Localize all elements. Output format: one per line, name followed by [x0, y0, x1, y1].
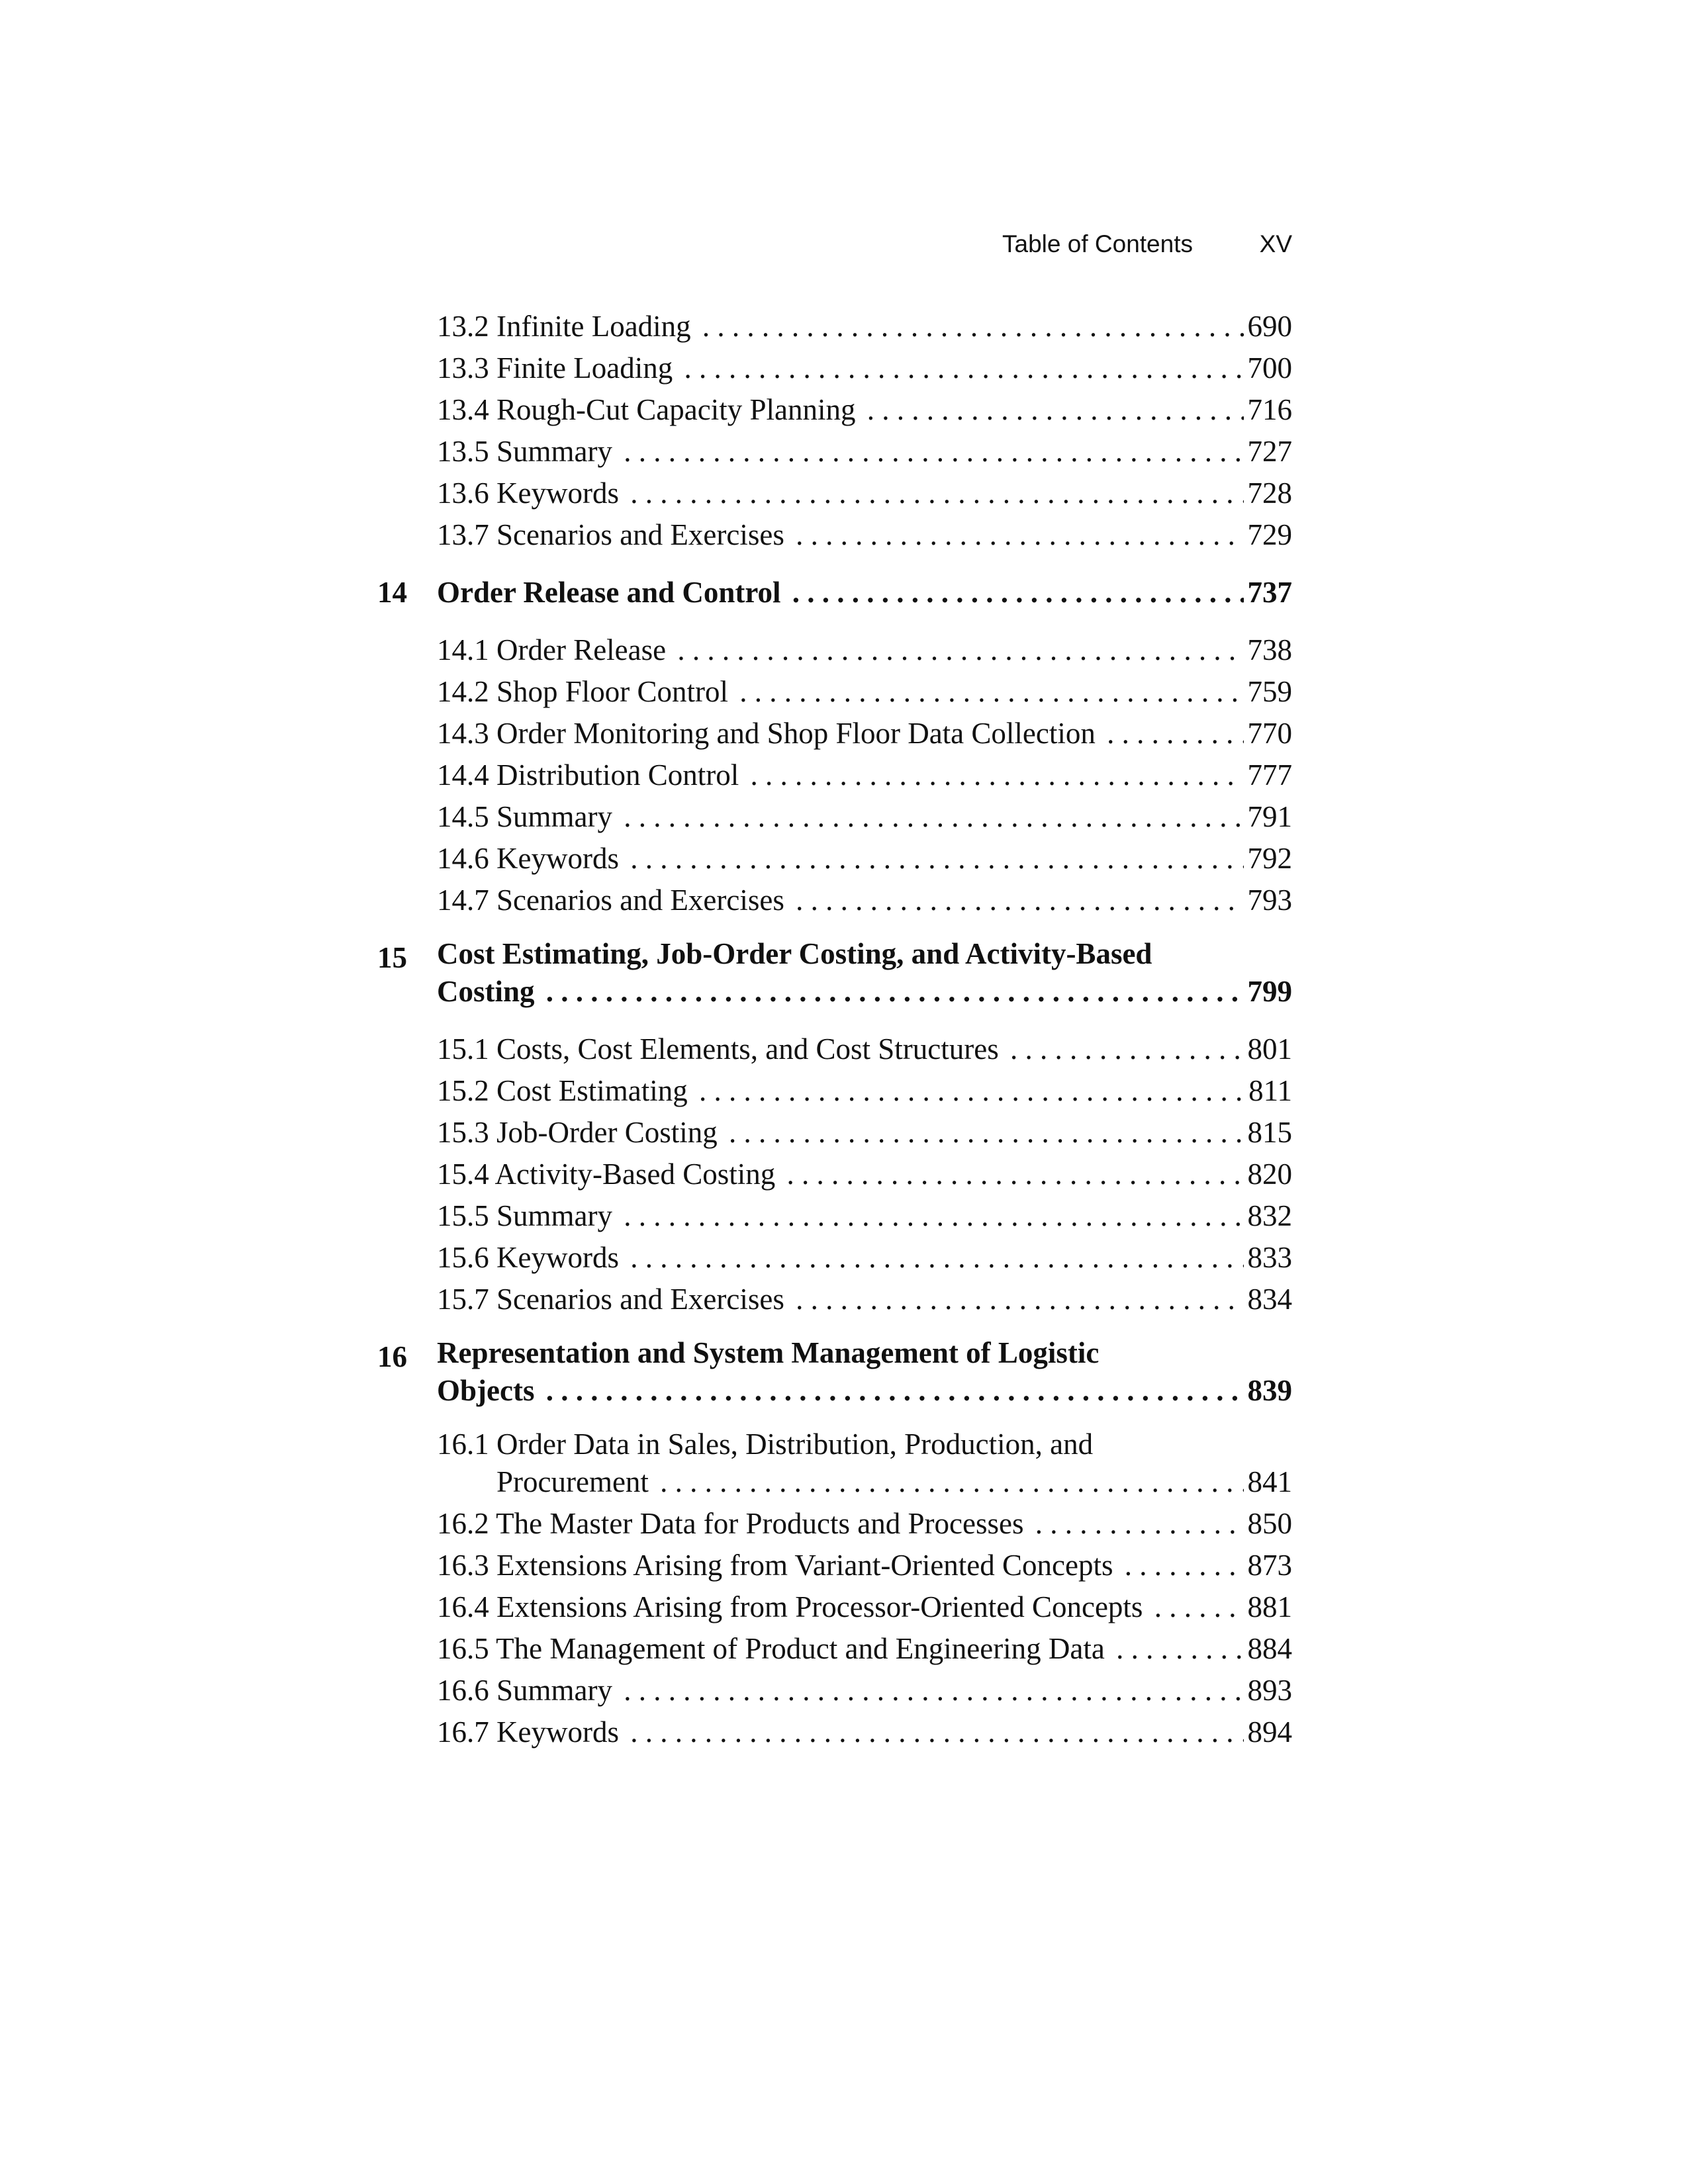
toc-entry-label-line1: 16.1 Order Data in Sales, Distribution, Production, and [437, 1428, 1094, 1461]
toc-entry[interactable] [377, 1154, 1292, 1195]
toc-entry[interactable] [377, 1586, 1292, 1628]
toc-entry-label: 13.2 Infinite Loading [437, 310, 695, 343]
toc-entry-label: 15.6 Keywords [437, 1241, 623, 1274]
toc-entry[interactable] [377, 671, 1292, 713]
toc-entry[interactable] [377, 1545, 1292, 1586]
toc-entry-page: 832 [1244, 1195, 1293, 1237]
toc-entry-page: 801 [1244, 1028, 1293, 1070]
toc-entry[interactable] [377, 347, 1292, 389]
toc-entry[interactable] [377, 796, 1292, 838]
toc-chapter-14[interactable] [377, 572, 1292, 614]
chapter-page: 839 [1244, 1370, 1293, 1412]
toc-entry-label: 16.2 The Master Data for Products and Processes [437, 1507, 1027, 1540]
toc-entry[interactable] [377, 1670, 1292, 1711]
toc-entry-page: 894 [1244, 1711, 1293, 1753]
toc-entry-page: 841 [1244, 1461, 1293, 1503]
toc-entry-page: 850 [1244, 1503, 1293, 1545]
toc-entry-page: 792 [1244, 838, 1293, 880]
toc-entry-label: 15.3 Job-Order Costing [437, 1116, 722, 1149]
toc-entry-label: 13.7 Scenarios and Exercises [437, 518, 788, 551]
toc-entry-page: 729 [1244, 514, 1293, 556]
toc-entry-label: 14.3 Order Monitoring and Shop Floor Data Collection [437, 717, 1100, 750]
chapter-page: 737 [1244, 572, 1293, 614]
chapter-number: 16 [377, 1340, 407, 1373]
toc-entry-label: 13.3 Finite Loading [437, 351, 677, 385]
toc-entry-page: 820 [1244, 1154, 1293, 1195]
chapter-title-line2: Objects [437, 1374, 538, 1407]
toc-entry-label: 15.1 Costs, Cost Elements, and Cost Structures [437, 1032, 1003, 1066]
toc-entry-label: 14.1 Order Release [437, 633, 670, 666]
toc-entry-label: 16.3 Extensions Arising from Variant-Oriented Concepts [437, 1549, 1117, 1582]
toc-entry-label: 16.4 Extensions Arising from Processor-Oriented Concepts [437, 1590, 1147, 1623]
toc-entry[interactable] [377, 473, 1292, 514]
toc-entry-label: 13.4 Rough-Cut Capacity Planning [437, 393, 859, 426]
toc-entry[interactable] [377, 1070, 1292, 1112]
chapter-title: Order Release and Control [437, 576, 785, 609]
toc-entry[interactable] [377, 306, 1292, 347]
toc-entry-label: 15.2 Cost Estimating [437, 1074, 692, 1107]
toc-entry-label: 14.7 Scenarios and Exercises [437, 884, 788, 917]
toc-entry-page: 893 [1244, 1670, 1293, 1711]
toc-entry-page: 777 [1244, 754, 1293, 796]
toc-chapter-15[interactable] [377, 937, 1292, 1013]
toc-entry-page: 811 [1244, 1070, 1292, 1112]
toc-entry-page: 727 [1244, 431, 1293, 473]
toc-entry[interactable] [377, 838, 1292, 880]
toc-entry-label: 16.7 Keywords [437, 1715, 623, 1749]
toc-entry-two-line[interactable] [377, 1428, 1292, 1503]
toc-entry[interactable] [377, 1279, 1292, 1320]
toc-entry-label: 15.5 Summary [437, 1199, 616, 1232]
toc-entry-page: 793 [1244, 880, 1293, 921]
chapter-title-line [377, 971, 1292, 1013]
table-of-contents [377, 306, 1292, 1753]
toc-entry-label: 13.6 Keywords [437, 477, 623, 510]
chapter-title-line [377, 1370, 1292, 1412]
chapter-page: 799 [1244, 971, 1293, 1013]
toc-entry-page: 815 [1244, 1112, 1293, 1154]
running-head-title: Table of Contents [1002, 230, 1193, 257]
chapter-title-line2: Costing [437, 975, 539, 1008]
toc-entry-page: 881 [1244, 1586, 1293, 1628]
toc-entry[interactable] [377, 1711, 1292, 1753]
toc-entry[interactable] [377, 880, 1292, 921]
toc-entry[interactable] [377, 1028, 1292, 1070]
toc-entry-page: 834 [1244, 1279, 1293, 1320]
chapter-title-line1: Representation and System Management of Logistic [437, 1336, 1100, 1369]
toc-entry[interactable] [377, 1503, 1292, 1545]
toc-entry-page: 759 [1244, 671, 1293, 713]
chapter-title-line [377, 572, 1292, 614]
toc-entry[interactable] [377, 1628, 1292, 1670]
toc-entry[interactable] [377, 713, 1292, 754]
toc-entry-page: 833 [1244, 1237, 1293, 1279]
toc-entry-label: 15.4 Activity-Based Costing [437, 1158, 779, 1191]
toc-entry-label-line2: Procurement [496, 1465, 653, 1498]
toc-entry-label: 15.7 Scenarios and Exercises [437, 1283, 788, 1316]
toc-entry-label: 14.5 Summary [437, 800, 616, 833]
toc-entry-page: 700 [1244, 347, 1293, 389]
toc-entry-page: 791 [1244, 796, 1293, 838]
toc-entry-continuation [377, 1461, 1292, 1503]
toc-entry[interactable] [377, 1112, 1292, 1154]
toc-entry-label: 16.5 The Management of Product and Engineering Data [437, 1632, 1109, 1665]
toc-entry[interactable] [377, 1237, 1292, 1279]
toc-entry[interactable] [377, 1195, 1292, 1237]
running-head [794, 230, 1292, 270]
toc-entry-page: 728 [1244, 473, 1293, 514]
toc-entry-label: 14.6 Keywords [437, 842, 623, 875]
toc-entry[interactable] [377, 514, 1292, 556]
toc-entry-page: 770 [1244, 713, 1293, 754]
chapter-number: 14 [377, 576, 407, 609]
chapter-title-line1: Cost Estimating, Job-Order Costing, and Activity-Based [437, 937, 1152, 970]
chapter-number: 15 [377, 941, 407, 974]
toc-entry[interactable] [377, 754, 1292, 796]
toc-entry-page: 738 [1244, 629, 1293, 671]
toc-entry[interactable] [377, 629, 1292, 671]
running-head-page-number: XV [1259, 230, 1292, 257]
toc-entry-page: 884 [1244, 1628, 1293, 1670]
toc-entry[interactable] [377, 431, 1292, 473]
toc-entry-label: 14.2 Shop Floor Control [437, 675, 732, 708]
toc-entry-page: 716 [1244, 389, 1293, 431]
toc-entry-label: 16.6 Summary [437, 1674, 616, 1707]
toc-entry-page: 690 [1244, 306, 1293, 347]
toc-entry[interactable] [377, 389, 1292, 431]
toc-entry-page: 873 [1244, 1545, 1293, 1586]
toc-entry-label: 13.5 Summary [437, 435, 616, 468]
toc-entry-label: 14.4 Distribution Control [437, 758, 743, 792]
toc-chapter-16[interactable] [377, 1336, 1292, 1412]
